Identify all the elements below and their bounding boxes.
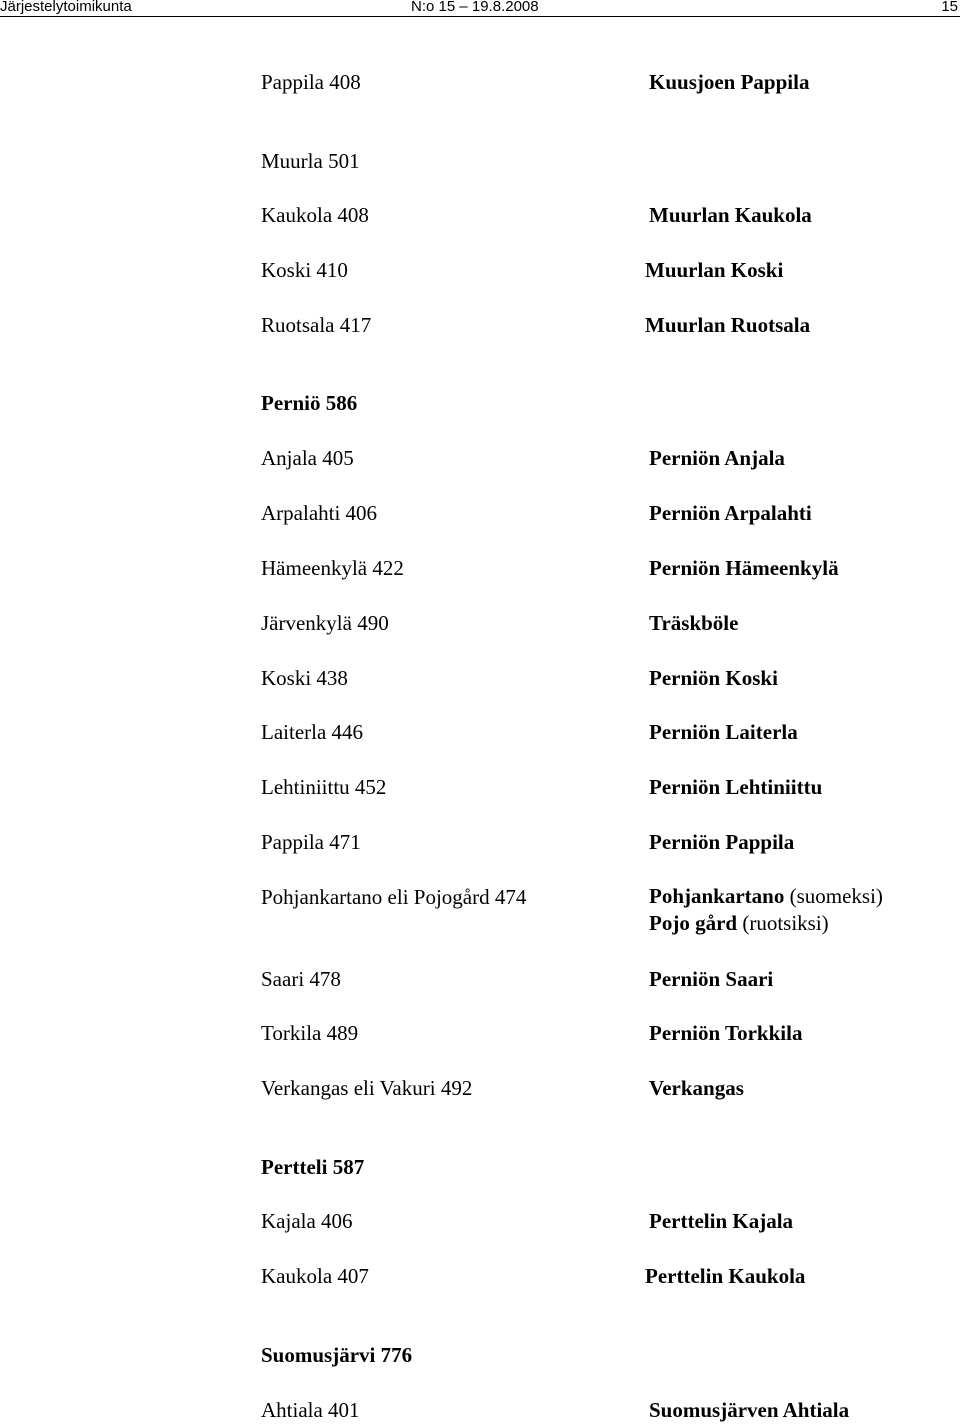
old-village-name: Anjala 405 bbox=[261, 446, 354, 470]
new-village-name: Kuusjoen Pappila bbox=[649, 70, 810, 94]
old-village-name: Arpalahti 406 bbox=[261, 501, 378, 525]
new-village-name: Muurlan Ruotsala bbox=[645, 313, 811, 337]
old-village-name: Koski 438 bbox=[261, 666, 348, 690]
language-note: (suomeksi) bbox=[789, 884, 883, 908]
old-village-name: Kajala 406 bbox=[261, 1209, 353, 1233]
new-village-name: Perttelin Kajala bbox=[649, 1209, 794, 1233]
header-issue: N:o 15 – 19.8.2008 bbox=[411, 0, 539, 15]
old-village-name: Verkangas eli Vakuri 492 bbox=[261, 1076, 473, 1100]
municipality-heading: Muurla 501 bbox=[261, 149, 360, 173]
new-village-name: Perniön Torkkila bbox=[649, 1021, 803, 1045]
old-village-name: Pappila 408 bbox=[261, 70, 361, 94]
swedish-name-line bbox=[649, 910, 883, 937]
municipality-heading: Pertteli 587 bbox=[261, 1155, 365, 1179]
page-header bbox=[0, 0, 960, 17]
new-village-name: Perniön Arpalahti bbox=[649, 501, 812, 525]
swedish-village-name: Pojo gård bbox=[649, 911, 738, 935]
new-village-name: Perniön Laiterla bbox=[649, 720, 798, 744]
new-village-name: Perniön Pappila bbox=[649, 830, 795, 854]
old-village-name: Saari 478 bbox=[261, 967, 341, 991]
old-village-name: Laiterla 446 bbox=[261, 720, 364, 744]
new-village-name: Perniön Anjala bbox=[649, 446, 785, 470]
old-village-name: Järvenkylä 490 bbox=[261, 611, 389, 635]
new-village-name: Muurlan Koski bbox=[645, 258, 784, 282]
new-village-name: Perttelin Kaukola bbox=[645, 1264, 806, 1288]
finnish-name-line bbox=[649, 883, 883, 910]
header-page-number: 15 bbox=[941, 0, 958, 15]
old-village-name: Lehtiniittu 452 bbox=[261, 775, 387, 799]
old-village-name: Kaukola 407 bbox=[261, 1264, 369, 1288]
old-village-name: Kaukola 408 bbox=[261, 203, 369, 227]
municipality-heading: Perniö 586 bbox=[261, 391, 358, 415]
new-village-name: Perniön Saari bbox=[649, 967, 774, 991]
new-village-name: Träskböle bbox=[649, 611, 739, 635]
new-village-name: Muurlan Kaukola bbox=[649, 203, 812, 227]
new-village-name: Verkangas bbox=[649, 1076, 744, 1100]
old-village-name: Koski 410 bbox=[261, 258, 348, 282]
municipality-heading: Suomusjärvi 776 bbox=[261, 1343, 413, 1367]
finnish-village-name: Pohjankartano bbox=[649, 884, 785, 908]
new-village-name: Suomusjärven Ahtiala bbox=[649, 1398, 850, 1422]
old-village-name: Torkila 489 bbox=[261, 1021, 359, 1045]
new-village-name-bilingual bbox=[649, 883, 883, 937]
old-village-name: Hämeenkylä 422 bbox=[261, 556, 404, 580]
header-organization: Järjestelytoimikunta bbox=[0, 0, 132, 15]
language-note: (ruotsiksi) bbox=[742, 911, 829, 935]
new-village-name: Perniön Koski bbox=[649, 666, 778, 690]
old-village-name: Pappila 471 bbox=[261, 830, 361, 854]
new-village-name: Perniön Hämeenkylä bbox=[649, 556, 839, 580]
old-village-name: Ahtiala 401 bbox=[261, 1398, 360, 1422]
new-village-name: Perniön Lehtiniittu bbox=[649, 775, 823, 799]
old-village-name: Pohjankartano eli Pojogård 474 bbox=[261, 885, 527, 909]
old-village-name: Ruotsala 417 bbox=[261, 313, 372, 337]
